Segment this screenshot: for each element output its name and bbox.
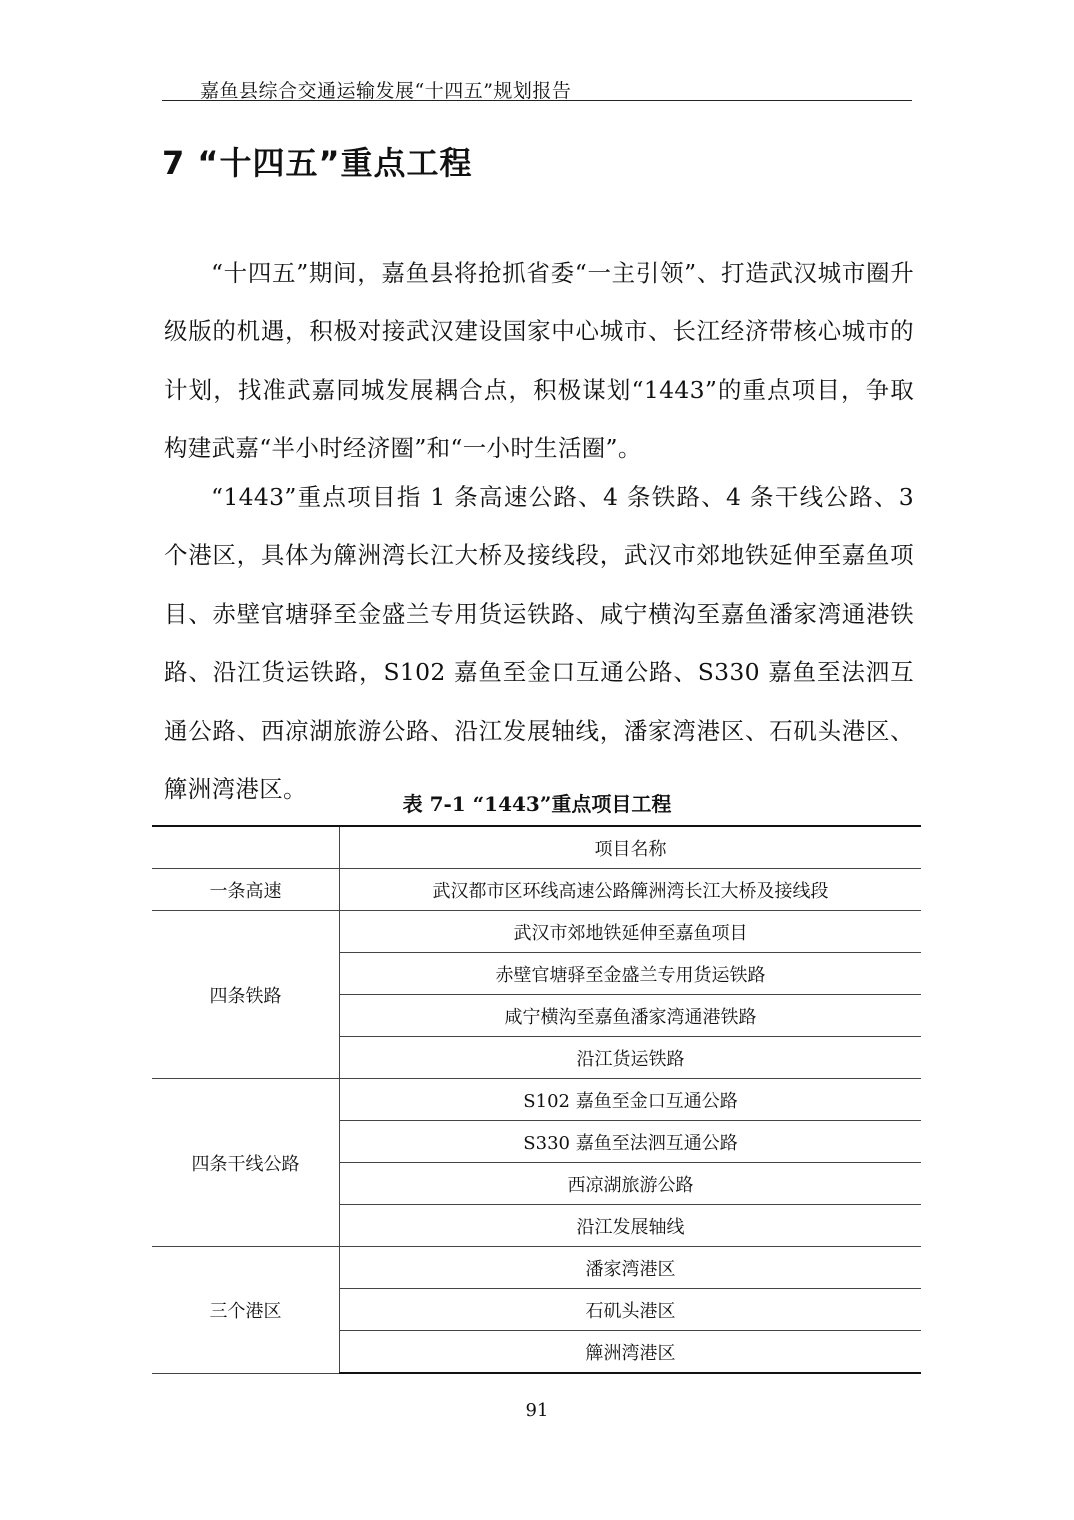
category-cell: 一条高速 xyxy=(152,869,340,911)
table-header-row xyxy=(152,826,921,869)
project-cell: 武汉市郊地铁延伸至嘉鱼项目 xyxy=(340,911,922,953)
table-row xyxy=(152,911,921,953)
project-cell: 西凉湖旅游公路 xyxy=(340,1163,922,1205)
running-header: 嘉鱼县综合交通运输发展“十四五”规划报告 xyxy=(200,80,572,102)
project-cell: 石矶头港区 xyxy=(340,1289,922,1331)
project-cell: 咸宁横沟至嘉鱼潘家湾通港铁路 xyxy=(340,995,922,1037)
body-paragraph-2: “1443”重点项目指 1 条高速公路、4 条铁路、4 条干线公路、3 个港区，具体为簰洲湾长江大桥及接线段，武汉市郊地铁延伸至嘉鱼项目、赤壁官塘驿至金盛兰专用货运铁路、咸宁横沟至嘉鱼潘家湾通港铁路、沿江货运铁路，S102 嘉鱼至金口互通公路、S330 嘉鱼至法泗互通公路、西凉湖旅游公路、沿江发展轴线，潘家湾港区、石矶头港区、簰洲湾港区。 xyxy=(164,482,914,803)
header-category-cell xyxy=(152,826,340,869)
category-cell: 四条干线公路 xyxy=(152,1079,340,1247)
project-cell: 沿江发展轴线 xyxy=(340,1205,922,1247)
table-caption: 表 7-1 “1443”重点项目工程 xyxy=(402,792,672,816)
table-row xyxy=(152,869,921,911)
project-cell: 沿江货运铁路 xyxy=(340,1037,922,1079)
project-cell: 潘家湾港区 xyxy=(340,1247,922,1289)
project-cell: 赤壁官塘驿至金盛兰专用货运铁路 xyxy=(340,953,922,995)
project-cell: S102 嘉鱼至金口互通公路 xyxy=(340,1079,922,1121)
table-row xyxy=(152,1247,921,1289)
category-cell: 三个港区 xyxy=(152,1247,340,1374)
body-paragraph-1: “十四五”期间，嘉鱼县将抢抓省委“一主引领”、打造武汉城市圈升级版的机遇，积极对接武汉建设国家中心城市、长江经济带核心城市的计划，找准武嘉同城发展耦合点，积极谋划“1443”的重点项目，争取构建武嘉“半小时经济圈”和“一小时生活圈”。 xyxy=(164,258,914,462)
chapter-title: 7 “十四五”重点工程 xyxy=(162,144,473,182)
projects-table xyxy=(152,825,921,1374)
page-number: 91 xyxy=(525,1400,549,1421)
header-name-cell: 项目名称 xyxy=(340,826,922,869)
table-row xyxy=(152,1079,921,1121)
header-rule xyxy=(162,100,912,101)
project-cell: 簰洲湾港区 xyxy=(340,1331,922,1374)
project-cell: 武汉都市区环线高速公路簰洲湾长江大桥及接线段 xyxy=(340,869,922,911)
category-cell: 四条铁路 xyxy=(152,911,340,1079)
project-cell: S330 嘉鱼至法泗互通公路 xyxy=(340,1121,922,1163)
